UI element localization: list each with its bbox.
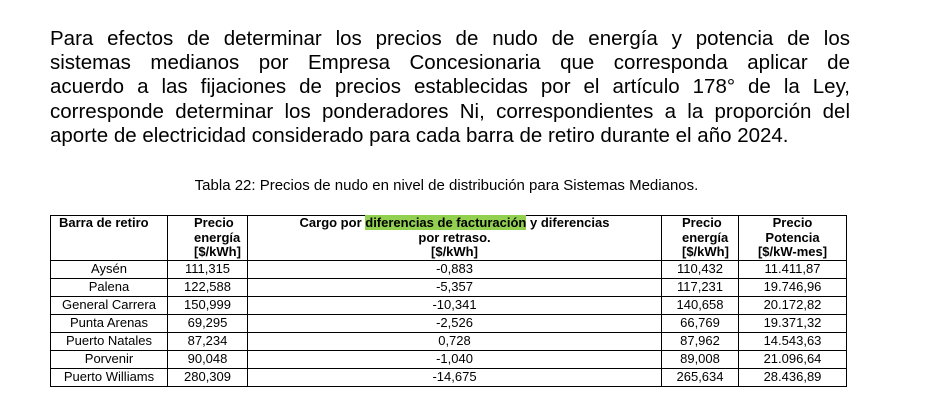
cell-precio-energia: 280,309 [168, 368, 248, 386]
header-line: energía [194, 229, 241, 245]
cell-precio-potencia: 14.543,63 [739, 332, 847, 350]
cell-barra: Aysén [51, 260, 168, 278]
header-cargo-pre: Cargo por [299, 215, 366, 230]
table-header-row [51, 216, 847, 261]
cell-barra: Palena [51, 278, 168, 296]
paragraph-line: aporte de electricidad considerado para cada barra de retiro durante el año 2024. [50, 123, 789, 147]
cell-precio-potencia: 21.096,64 [739, 350, 847, 368]
cell-barra: Puerto Williams [51, 368, 168, 386]
paragraph-line: sistemas medianos por Empresa Concesionaria que corresponda aplicar de [50, 51, 850, 75]
header-line: por retraso. [418, 229, 491, 245]
cell-precio-energia: 87,234 [168, 332, 248, 350]
header-line: [$/kWh] [682, 244, 729, 260]
cell-barra: General Carrera [51, 296, 168, 314]
cell-precio-energia: 111,315 [168, 260, 248, 278]
highlighted-text: diferencias de facturación [365, 215, 527, 230]
cell-cargo: -5,357 [248, 278, 662, 296]
cell-cargo: -0,883 [248, 260, 662, 278]
cell-barra: Punta Arenas [51, 314, 168, 332]
table-caption: Tabla 22: Precios de nudo en nivel de distribución para Sistemas Medianos. [194, 177, 699, 194]
cell-cargo: -10,341 [248, 296, 662, 314]
cell-precio-potencia: 20.172,82 [739, 296, 847, 314]
cell-precio-energia: 69,295 [168, 314, 248, 332]
table-row [51, 260, 847, 278]
header-line: [$/kWh] [431, 244, 478, 260]
prices-table [50, 215, 847, 387]
cell-precio-potencia: 19.746,96 [739, 278, 847, 296]
table-row [51, 368, 847, 386]
cell-precio-energia: 150,999 [168, 296, 248, 314]
table-row [51, 296, 847, 314]
header-line: [$/kW-mes] [757, 244, 828, 260]
intro-paragraph [50, 27, 850, 148]
cell-precio-energia-2: 89,008 [662, 350, 739, 368]
cell-precio-energia-2: 265,634 [662, 368, 739, 386]
cell-precio-potencia: 11.411,87 [739, 260, 847, 278]
cell-precio-energia-2: 110,432 [662, 260, 739, 278]
header-line: Precio [194, 215, 234, 230]
cell-precio-energia-2: 87,962 [662, 332, 739, 350]
paragraph-line: Para efectos de determinar los precios de nudo de energía y potencia de los [50, 27, 850, 50]
cell-precio-energia: 90,048 [168, 350, 248, 368]
cell-cargo: -2,526 [248, 314, 662, 332]
header-cargo-post: y diferencias [526, 215, 610, 230]
cell-precio-energia: 122,588 [168, 278, 248, 296]
cell-precio-energia-2: 66,769 [662, 314, 739, 332]
header-line: [$/kWh] [194, 244, 241, 260]
header-line: Precio [772, 215, 813, 230]
header-line: Precio [682, 215, 722, 230]
table-row [51, 314, 847, 332]
header-precio-potencia [739, 216, 847, 261]
cell-precio-potencia: 19.371,32 [739, 314, 847, 332]
header-barra-label: Barra de retiro [59, 215, 149, 230]
paragraph-line: acuerdo a las fijaciones de precios establecidas por el artículo 178° de la Ley, [50, 75, 850, 99]
cell-cargo: -14,675 [248, 368, 662, 386]
table-row [51, 332, 847, 350]
cell-barra: Puerto Natales [51, 332, 168, 350]
cell-barra: Porvenir [51, 350, 168, 368]
cell-cargo: -1,040 [248, 350, 662, 368]
cell-precio-potencia: 28.436,89 [739, 368, 847, 386]
table-row [51, 350, 847, 368]
paragraph-line: corresponde determinar los ponderadores Ni, correspondientes a la proporción del [50, 99, 850, 123]
header-cargo [248, 216, 662, 261]
header-precio-energia [168, 216, 248, 261]
header-line: Potencia [765, 229, 820, 245]
header-precio-energia-2 [662, 216, 739, 261]
table-row [51, 278, 847, 296]
cell-precio-energia-2: 140,658 [662, 296, 739, 314]
header-line: energía [682, 229, 729, 245]
cell-cargo: 0,728 [248, 332, 662, 350]
header-barra [51, 216, 168, 261]
cell-precio-energia-2: 117,231 [662, 278, 739, 296]
